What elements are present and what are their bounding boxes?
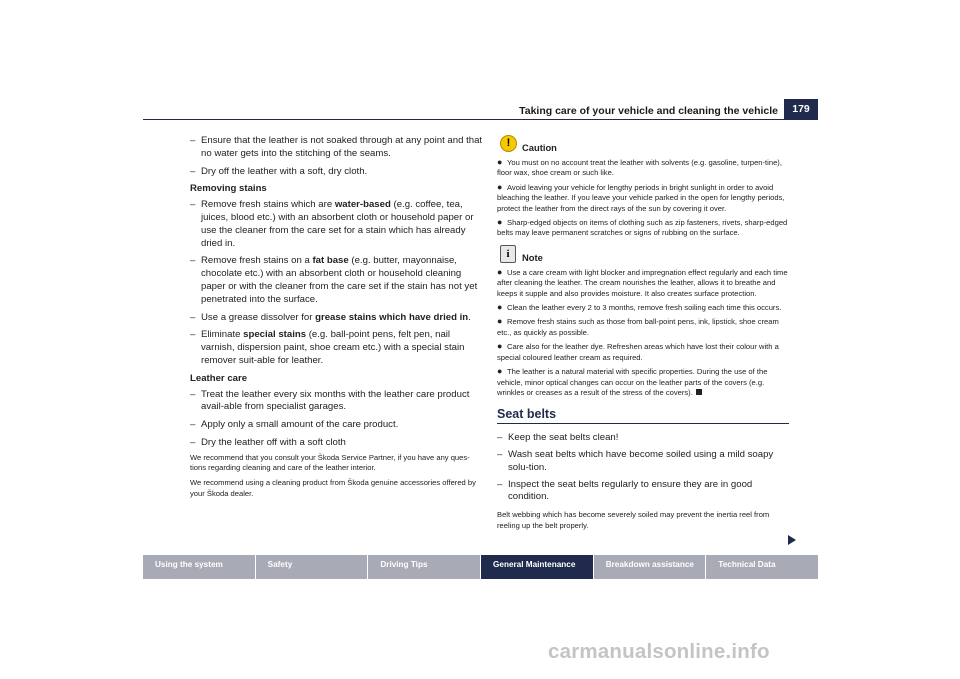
list-item (190, 329, 485, 367)
bullet-icon: ● (497, 181, 503, 192)
item-text: Wash seat belts which have become soiled using a mild soapy solu-tion. (508, 448, 774, 473)
item-text: Use a grease dissolver for (201, 311, 316, 323)
caution-bullet (497, 217, 789, 239)
bullet-icon: ● (497, 316, 503, 327)
item-text: Apply only a small amount of the care product. (201, 419, 399, 431)
item-text: Dry off the leather with a soft, dry cloth. (201, 165, 368, 177)
dash-marker: – (497, 478, 503, 490)
dash-marker: – (497, 432, 503, 444)
right-column (497, 133, 789, 535)
bold-term: fat base (312, 255, 349, 267)
seat-belts-title: Seat belts (497, 408, 789, 424)
note-bullet (497, 267, 789, 299)
item-text: Ensure that the leather is not soaked through at any point and that no water gets into the stitching of the seams. (201, 135, 483, 159)
watermark: carmanualsonline.info (548, 640, 770, 663)
recommendation-text: We recommend using a cleaning product from Škoda genuine accessories offered by your Škoda dealer. (190, 477, 476, 498)
list-item (190, 419, 485, 432)
dash-marker: – (190, 436, 196, 448)
caution-bullet (497, 157, 789, 179)
caution-bullet (497, 182, 789, 214)
bullet-icon: ● (497, 366, 503, 377)
header-title: Taking care of your vehicle and cleaning the vehicle (519, 105, 778, 117)
note-label: Note (522, 251, 543, 263)
dash-marker: – (497, 448, 503, 460)
list-item (497, 479, 789, 505)
item-text: Remove fresh stains which are (201, 199, 335, 211)
caution-header (497, 133, 789, 155)
item-text: Treat the leather every six months with the leather care product avail-able from specialist garages. (201, 388, 470, 413)
item-text: Inspect the seat belts regularly to ensure they are in good condition. (508, 478, 753, 503)
dash-marker: – (190, 199, 196, 211)
page-number: 179 (784, 99, 818, 120)
end-of-section-icon (696, 389, 702, 395)
tab-breakdown-assistance[interactable]: Breakdown assistance (594, 555, 707, 579)
tab-technical-data[interactable]: Technical Data (706, 555, 819, 579)
dash-marker: – (190, 255, 196, 267)
bullet-text: The leather is a natural material with specific properties. During the use of the vehicle, minor optical changes can occur on the leather parts of the covers (e.g. wrinkles or creases as a result of the stress of the covers). (497, 367, 768, 397)
info-icon: i (500, 245, 516, 263)
seat-belt-note: Belt webbing which has become severely soiled may prevent the inertia reel from reeling up the belt properly. (497, 510, 770, 530)
chapter-nav (143, 555, 819, 579)
dash-marker: – (190, 388, 196, 400)
note-bullet (497, 316, 789, 338)
list-item (190, 199, 485, 250)
item-text: Eliminate (201, 329, 244, 341)
note-bullet (497, 341, 789, 363)
item-text: (e.g. coffee, tea, juices, blood etc.) with an absorbent cloth or household paper or use the cleaner from the care set for a stain which has already dried in. (201, 199, 474, 249)
list-item (190, 135, 485, 161)
list-item (190, 437, 485, 450)
bullet-text: Remove fresh stains such as those from ball-point pens, ink, lipstick, shoe cream etc., as quickly as possible. (497, 317, 779, 337)
list-item (190, 389, 485, 415)
dash-marker: – (190, 165, 196, 177)
note-bullet (497, 302, 789, 313)
item-text: (e.g. ball-point pens, felt pen, nail varnish, dispersion paint, shoe cream etc.) with a special stain remover suit-able for leather. (201, 329, 465, 366)
tab-driving-tips[interactable]: Driving Tips (368, 555, 481, 579)
note-bullet (497, 366, 789, 398)
item-text: Keep the seat belts clean! (508, 432, 619, 444)
bold-term: grease stains which have dried in (315, 311, 469, 323)
header-divider (143, 119, 818, 120)
bullet-text: Clean the leather every 2 to 3 months, remove fresh soiling each time this occurs. (507, 303, 782, 313)
removing-stains-heading: Removing stains (190, 183, 267, 195)
bullet-text: Use a care cream with light blocker and impregnation effect regularly and each time after cleaning the leather. The cream nourishes the leather, allows it to breathe and keeps it supple and also provides moisture. It also creates surface protection. (497, 267, 788, 298)
bullet-text: You must on no account treat the leather with solvents (e.g. gasoline, turpen-tine), floor wax, shoe cream or such like. (497, 158, 782, 178)
list-item (190, 255, 485, 306)
bold-term: water-based (334, 199, 391, 211)
dash-marker: – (190, 329, 196, 341)
bullet-icon: ● (497, 266, 503, 277)
list-item (190, 312, 485, 325)
warning-icon: ! (500, 135, 517, 152)
bullet-icon: ● (497, 217, 503, 228)
bold-term: special stains (243, 329, 307, 341)
list-item (497, 432, 789, 445)
next-page-arrow-icon[interactable] (788, 535, 796, 545)
left-column (190, 135, 485, 503)
bullet-icon: ● (497, 302, 503, 313)
bullet-icon: ● (497, 341, 503, 352)
list-item (190, 166, 485, 179)
bullet-text: Avoid leaving your vehicle for lengthy periods in bright sunlight in order to avoid bleaching the leather. If you leave your vehicle parked in the open for lengthy periods, protect the leather from the direct rays of the sun by covering it over. (497, 182, 785, 213)
tab-general-maintenance[interactable]: General Maintenance (481, 555, 594, 579)
tab-safety[interactable]: Safety (256, 555, 369, 579)
dash-marker: – (190, 311, 196, 323)
recommendation-text: We recommend that you consult your Škoda Service Partner, if you have any ques-tions regarding cleaning and care of the leather interior. (190, 452, 470, 473)
list-item (497, 449, 789, 475)
note-header (497, 243, 789, 265)
item-text: Remove fresh stains on a (201, 255, 313, 267)
bullet-icon: ● (497, 157, 503, 167)
dash-marker: – (190, 419, 196, 431)
bullet-text: Care also for the leather dye. Refreshen areas which have lost their colour with a special coloured leather cream as required. (497, 342, 779, 362)
caution-label: Caution (522, 142, 557, 153)
item-text: (e.g. butter, mayonnaise, chocolate etc.) with an absorbent cloth or household cleaning paper or with the cleaner from the care set if the stain has not yet penetrated into the surface. (201, 255, 478, 305)
bullet-text: Sharp-edged objects on items of clothing such as zip fasteners, rivets, sharp-edged belts may leave permanent scratches or signs of rubbing on the surface. (497, 218, 788, 238)
item-text: . (468, 311, 471, 323)
leather-care-heading: Leather care (190, 372, 248, 384)
item-text: Dry the leather off with a soft cloth (201, 436, 346, 448)
dash-marker: – (190, 135, 196, 146)
tab-using-the-system[interactable]: Using the system (143, 555, 256, 579)
